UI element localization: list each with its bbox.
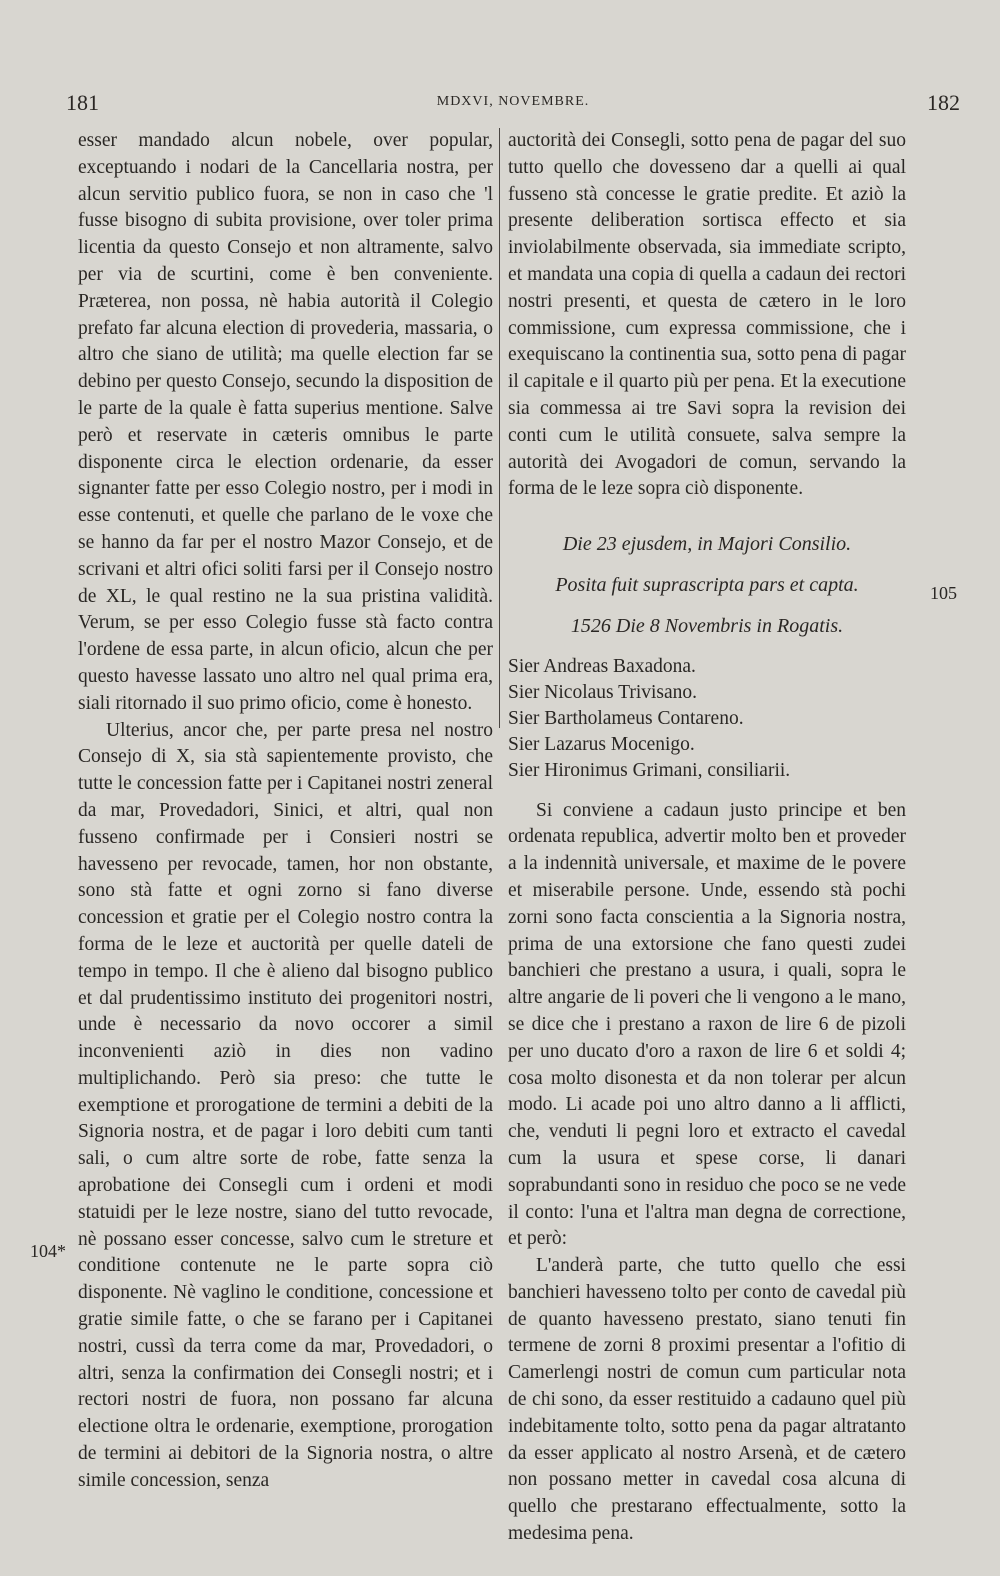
page-number-left: 181	[66, 90, 99, 115]
running-title: MDXVI, NOVEMBRE.	[436, 94, 590, 109]
list-item: Sier Hironimus Grimani, consiliarii.	[508, 759, 791, 781]
page-header	[66, 90, 960, 120]
left-paragraph-2: Ulterius, ancor che, per parte presa nel nostro Consejo di X, sia stà sapientemente provisto, che tutte le concession fatte per i Capitanei nostri zeneral da mar, Provedadori, Sinici, et altri, qual non fusseno confirmade per i Consieri nostri se havesseno per revocade, tamen, hor non obstante, sono stà fatte et ogni zorno si fano diverse concession et gratie per el Colegio nostro contra la forma de le leze et auctorità per quelle dateli de tempo in tempo. Il che è alieno dal bisogno publico et dal prudentissimo instituto dei progenitori nostri, unde è necessario da novo occorer a simil inconvenienti aziò in dies non vadino multiplichando. Però sia preso: che tutte le exemptione et prorogatione de termini a debiti de la Signoria nostra, et de pagar i loro debiti cum tanti sali, o cum altre sorte de robe, fatte senza la aprobatione dei Consegli cum i ordeni et modi statuidi per le leze nostre, siano del tutto revocade, nè possano esser concesse, salvo cum le streture et conditione contenute ne le parte sopra ciò disponente. Nè vaglino le conditione, concessione et gratie simile fatte, o che se farano per i Capitanei nostri, cussì da terra come da mar, Provedadori, o altri, senza la confirmation dei Consegli nostri; et i rectori nostri de fuora, non possano far alcuna electione oltra le ordenarie, exemptione, prorogation de termini ai debitori de la Signoria nostra, o altre simile concession, senza	[78, 719, 493, 1491]
list-item: Sier Bartholameus Contareno.	[508, 707, 744, 729]
left-paragraph-1: esser mandado alcun nobele, over popular, exceptuando i nodari de la Cancellaria nostra, per alcun servitio publico fuora, se non in caso che 'l fusse bisogno di subita provisione, over toler prima licentia da questo Consejo et non altramente, salvo per via de scurtini, come è ben conveniente. Præterea, non possa, nè habia autorità il Colegio prefato far alcuna election di provederia, massaria, o altro che siano de utilità; ma quelle election far se debino per questo Consejo, secundo la disposition de le parte de la quale è fatta superius mentione. Salve però et reservate in cæteris omnibus le parte disponente circa le election ordenarie, da esser signanter fatte per esso Colegio nostro, per i modi in esse contenuti, et quelle che parlano de le voxe che se hanno da far per el nostro Mazor Consejo, et de scrivani et altri ofici soliti farsi per il Consejo nostro de XL, le qual restino ne la sua pristina validità. Verum, se per esso Colegio fusse stà facto contra l'ordene de essa parte, in alcun oficio, alcun che per questo havesse lassato uno altro nel qual prima era, siali ritornado il suo primo oficio, come è honesto.	[78, 130, 493, 714]
margin-note-right: 105	[930, 583, 957, 603]
councillor-list	[508, 654, 906, 784]
right-paragraph-3: L'anderà parte, che tutto quello che essi banchieri havesseno tolto per conto de cavedal più de quanto havesseno prestato, siano tenuti fin termene de zorni 8 proximi presentar a l'ofitio di Camerlengi nostri de comun cum particular nota de chi sono, da esser restituido a cadauno quel più indebitamente tolto, sotto pena da pagar altratanto da esser applicato al nostro Arsenà, et de cætero non possano metter in cavedal cosa alcuna di quello che prestarano effectualmente, sotto la medesima pena.	[508, 1255, 906, 1545]
right-paragraph-1: auctorità dei Consegli, sotto pena de pagar del suo tutto quello che dovesseno dar a quelli ai qual fusseno stà concesse le gratie predite. Et aziò la presente deliberation sortisca effecto et sia inviolabilmente observada, sia immediate scripto, et mandata una copia di quella a cadaun dei rectori nostri presenti, et questa de cætero in le loro commissione, cum expressa commissione, che i exequiscano la continentia sua, sotto pena di pagar il capitale e il quarto più per pena. Et la executione sia commessa ai tre Savi sopra la revision dei conti cum le utilità consuete, salva sempre la autorità dei Avogadori de comun, servando la forma de le leze sopra ciò disponente.	[508, 130, 906, 500]
left-column	[78, 128, 493, 1495]
list-item: Sier Lazarus Mocenigo.	[508, 733, 695, 755]
date-heading: 1526 Die 8 Novembris in Rogatis.	[570, 614, 844, 637]
motion-heading: Posita fuit suprascripta pars et capta.	[555, 573, 859, 596]
right-column	[508, 128, 906, 1548]
right-paragraph-2: Si conviene a cadaun justo principe et ben ordenata republica, advertir molto ben et proveder a la indennità universale, et maxime de le povere et miserabile persone. Unde, essendo stà pochi zorni sono facta conscientia a la Signoria nostra, prima de una extorsione che fano questi zudei banchieri che prestano a usura, i quali, sopra le altre angarie de li poveri che li vengono a le mano, se dice che i prestano a raxon de lire 6 de pizoli per uno ducato d'oro a raxon de lire 6 et soldi 4; cosa molto disonesta et da non tolerar per alcun modo. Li acade poi uno altro danno a li afflicti, che, venduti li pegni loro et extracto el cavedal cum la usura et spese corse, li danari soprabundanti sono in residuo che poco se ne vede il conto: l'una et l'altra man degna de correctione, et però:	[508, 799, 906, 1250]
session-heading: Die 23 ejusdem, in Majori Consilio.	[562, 533, 852, 556]
list-item: Sier Nicolaus Trivisano.	[508, 681, 698, 703]
margin-note-left: 104*	[30, 1241, 66, 1261]
column-rule	[499, 128, 500, 728]
list-item: Sier Andreas Baxadona.	[508, 655, 696, 677]
page-number-right: 182	[927, 90, 960, 115]
